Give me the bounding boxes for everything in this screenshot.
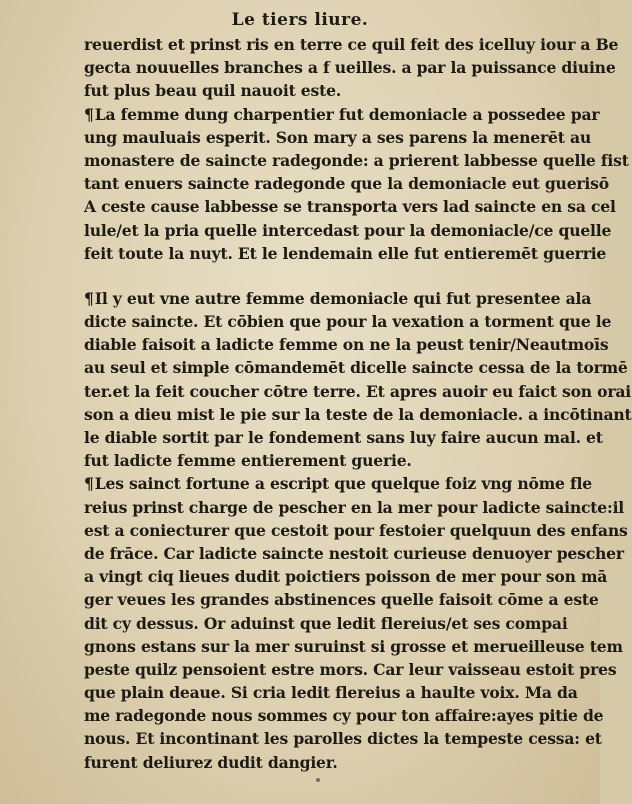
text-line: monastere de saincte radegonde: a prierent labbesse quelle fist <box>84 150 629 170</box>
paragraph-gap <box>84 265 576 287</box>
text-line: me radegonde nous sommes cy pour ton affaire:ayes pitie de <box>84 706 604 726</box>
text-line: ger veues les grandes abstinences quelle faisoit cōme a este <box>84 590 599 610</box>
text-line: de frāce. Car ladicte saincte nestoit curieuse denuoyer pescher <box>84 543 624 563</box>
text-line: ter.et la feit coucher cōtre terre. Et apres auoir eu faict son orai <box>84 381 631 401</box>
text-line <box>84 103 600 126</box>
text-line: lule/et la pria quelle intercedast pour la demoniacle/ce quelle <box>84 220 612 240</box>
paragraph-3 <box>84 287 632 473</box>
text-line-content: La femme dung charpentier fut demoniacle a possedee par <box>94 104 600 124</box>
text-line: fut plus beau quil nauoit este. <box>84 81 342 101</box>
text-line: au seul et simple cōmandemēt dicelle saincte cessa de la tormē <box>84 358 628 378</box>
ink-speck <box>316 778 320 782</box>
text-line: que plain deaue. Si cria ledit flereius a haulte voix. Ma da <box>84 683 578 703</box>
text-line: reius prinst charge de pescher en la mer pour ladicte saincte:il <box>84 497 625 517</box>
text-line: gnons estans sur la mer suruinst si grosse et merueilleuse tem <box>84 636 623 656</box>
text-line: peste quilz pensoient estre mors. Car leur vaisseau estoit pres <box>84 659 617 679</box>
text-line: son a dieu mist le pie sur la teste de la demoniacle. a incōtinant <box>84 404 632 424</box>
text-line: reuerdist et prinst ris en terre ce quil feit des icelluy iour a Be <box>84 35 619 54</box>
pilcrow-mark: ¶ <box>84 474 94 494</box>
text-line <box>84 287 592 310</box>
text-line: dit cy dessus. Or aduinst que ledit flereius/et ses compai <box>84 613 568 633</box>
text-line: feit toute la nuyt. Et le lendemain elle fut entieremēt guerrie <box>84 243 607 263</box>
text-line: nous. Et incontinant les parolles dictes la tempeste cessa: et <box>84 729 602 749</box>
text-line: a vingt ciq lieues dudit poictiers poisson de mer pour son mā <box>84 567 608 587</box>
text-line: furent deliurez dudit dangier. <box>84 752 338 772</box>
pilcrow-mark: ¶ <box>84 104 94 124</box>
text-line: dicte saincte. Et cōbien que pour la vexation a torment que le <box>84 312 612 332</box>
text-line: diable faisoit a ladicte femme on ne la peust tenir/Neautmoīs <box>84 335 609 355</box>
paragraph-4 <box>84 472 628 773</box>
text-line: A ceste cause labbesse se transporta vers lad saincte en sa cel <box>84 197 616 217</box>
paragraph-2 <box>84 103 629 265</box>
pilcrow-mark: ¶ <box>84 288 94 308</box>
text-line: tant enuers saincte radegonde que la demoniacle eut guerisō <box>84 174 609 194</box>
text-line-content: Les sainct fortune a escript que quelque foiz vng nōme fle <box>94 474 592 494</box>
text-line-content: Il y eut vne autre femme demoniacle qui fut presentee ala <box>94 288 592 308</box>
running-header: Le tiers liure. <box>231 10 369 30</box>
text-line: est a coniecturer que cestoit pour festoier quelquun des enfans <box>84 520 628 540</box>
text-line: fut ladicte femme entierement guerie. <box>84 451 412 471</box>
text-line: ung mauluais esperit. Son mary a ses parens la menerēt au <box>84 127 591 147</box>
paragraph-1 <box>84 33 619 103</box>
text-line: gecta nouuelles branches a f ueilles. a par la puissance diuine <box>84 58 616 78</box>
text-line <box>84 472 592 495</box>
body-text <box>84 33 632 774</box>
text-line: le diable sortit par le fondement sans luy faire aucun mal. et <box>84 428 603 447</box>
